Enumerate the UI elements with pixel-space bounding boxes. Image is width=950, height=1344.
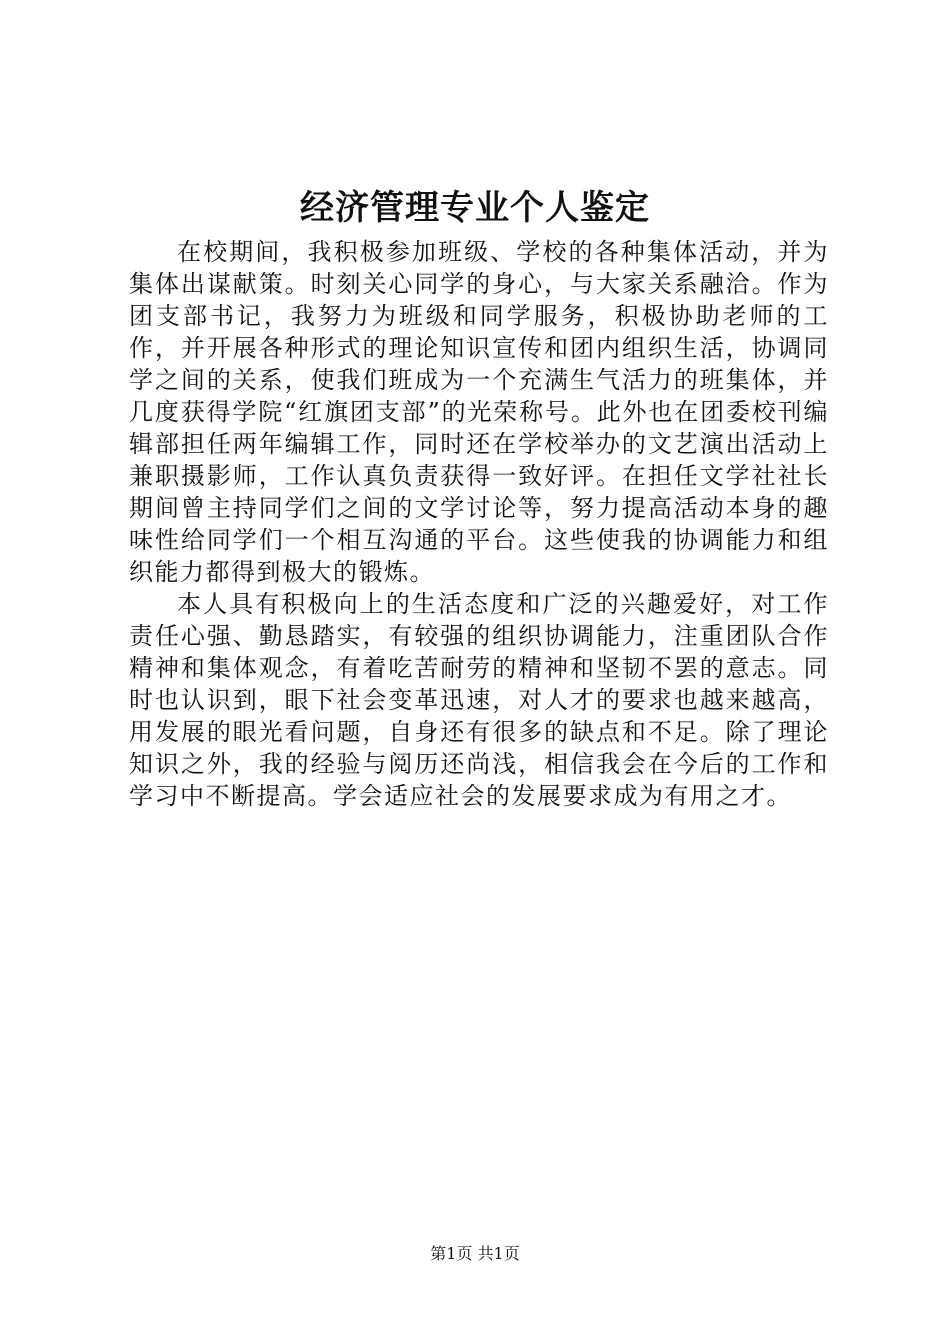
document-title: 经济管理专业个人鉴定 [300, 188, 650, 228]
page-number-footer: 第1页 共1页 [430, 1244, 520, 1263]
paragraph-2: 本人具有积极向上的生活态度和广泛的兴趣爱好，对工作责任心强、勤恳踏实，有较强的组织协调能力，注重团队合作精神和集体观念，有着吃苦耐劳的精神和坚韧不罢的意志。同时也认识到，眼下社会变革迅速，对人才的要求也越来越高，用发展的眼光看问题，自身还有很多的缺点和不足。除了理论知识之外，我的经验与阅历还尚浅，相信我会在今后的工作和学习中不断提高。学会适应社会的发展要求成为有用之才。 [129, 590, 829, 810]
paragraph-1: 在校期间，我积极参加班级、学校的各种集体活动，并为集体出谋献策。时刻关心同学的身心，与大家关系融洽。作为团支部书记，我努力为班级和同学服务，积极协助老师的工作，并开展各种形式的理论知识宣传和团内组织生活，协调同学之间的关系，使我们班成为一个充满生气活力的班集体，并几度获得学院“红旗团支部”的光荣称号。此外也在团委校刊编辑部担任两年编辑工作，同时还在学校举办的文艺演出活动上兼职摄影师，工作认真负责获得一致好评。在担任文学社社长期间曾主持同学们之间的文学讨论等，努力提高活动本身的趣味性给同学们一个相互沟通的平台。这些使我的协调能力和组织能力都得到极大的锻炼。 [129, 238, 829, 586]
document-body [129, 236, 829, 812]
